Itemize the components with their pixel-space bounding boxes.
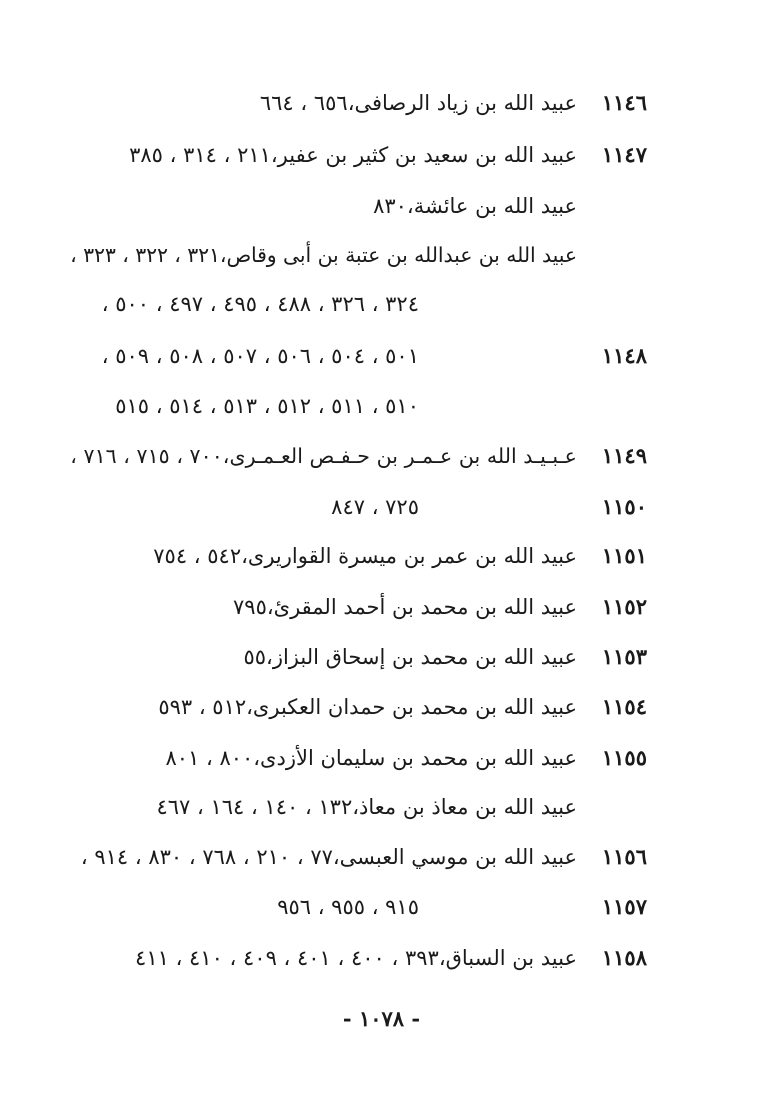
page-number: - ١٠٧٨ - — [342, 1006, 421, 1031]
entry-text: عبيد الله بن عائشة،٨٣٠ — [373, 194, 577, 218]
entry-text: عبيد الله بن معاذ بن معاذ،١٣٢ ، ١٤٠ ، ١٦٤ ، ٤٦٧ — [156, 795, 577, 819]
entry-number: ١١٥٦ — [601, 844, 647, 869]
entry-number: ١١٤٧ — [601, 142, 647, 167]
entry-text: عبيد الله بن محمد بن إسحاق البزاز،٥٥ — [243, 645, 577, 669]
entry-number: ١١٤٩ — [601, 443, 647, 468]
entry-number: ١١٤٨ — [601, 343, 647, 368]
entry-number: ١١٥٣ — [601, 644, 647, 669]
entry-text: ٣٢٤ ، ٣٢٦ ، ٤٨٨ ، ٤٩٥ ، ٤٩٧ ، ٥٠٠ ، — [101, 292, 419, 316]
entry-text: عبيد الله بن محمد بن حمدان العكبرى،٥١٢ ، ٥٩٣ — [158, 695, 577, 719]
entry-text: عبيد الله بن عبدالله بن عتبة بن أبى وقاص،٣٢١ ، ٣٢٢ ، ٣٢٣ ، — [70, 243, 577, 267]
entry-text: ٥٠١ ، ٥٠٤ ، ٥٠٦ ، ٥٠٧ ، ٥٠٨ ، ٥٠٩ ، — [101, 344, 419, 368]
entry-number: ١١٥٢ — [601, 594, 647, 619]
entry-number: ١١٥١ — [601, 543, 647, 568]
entry-number: ١١٥٧ — [601, 894, 647, 919]
entry-number: ١١٥٥ — [601, 745, 647, 770]
entry-text: عبيد الله بن محمد بن أحمد المقرئ،٧٩٥ — [233, 595, 577, 619]
entry-text: عبيد الله بن محمد بن سليمان الأزدى،٨٠٠ ، ٨٠١ — [165, 746, 577, 770]
entry-number: ١١٥٠ — [601, 494, 647, 519]
entry-text: ٩١٥ ، ٩٥٥ ، ٩٥٦ — [277, 895, 419, 919]
entry-text: ٥١٠ ، ٥١١ ، ٥١٢ ، ٥١٣ ، ٥١٤ ، ٥١٥ — [115, 394, 419, 418]
entry-text: عبيد بن السباق،٣٩٣ ، ٤٠٠ ، ٤٠١ ، ٤٠٩ ، ٤١٠ ، ٤١١ — [135, 946, 577, 970]
entry-text: ٧٢٥ ، ٨٤٧ — [331, 495, 419, 519]
entry-text: عبيد الله بن سعيد بن كثير بن عفير،٢١١ ، ٣١٤ ، ٣٨٥ — [129, 143, 577, 167]
entry-number: ١١٥٤ — [601, 694, 647, 719]
entry-text: عـبـيـد الله بن عـمـر بن حـفـص العـمـرى،٧٠٠ ، ٧١٥ ، ٧١٦ ، — [70, 444, 577, 468]
entry-number: ١١٥٨ — [601, 945, 647, 970]
entry-text: عبيد الله بن موسي العبسى،٧٧ ، ٢١٠ ، ٧٦٨ ، ٨٣٠ ، ٩١٤ ، — [80, 845, 577, 869]
entry-number: ١١٤٦ — [601, 90, 647, 115]
entry-text: عبيد الله بن عمر بن ميسرة القواريرى،٥٤٢ ، ٧٥٤ — [153, 544, 577, 568]
entry-text: عبيد الله بن زياد الرصافى،٦٥٦ ، ٦٦٤ — [259, 91, 577, 115]
